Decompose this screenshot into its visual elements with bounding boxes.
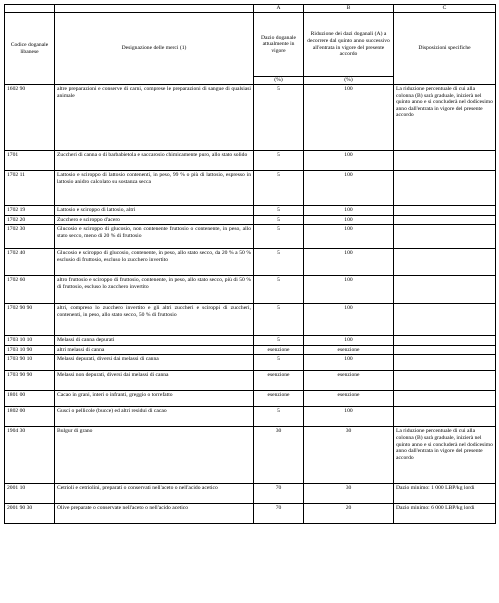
cell-code: 1703 10 10 (5, 336, 55, 346)
table-row (5, 249, 496, 276)
table-row (5, 345, 496, 355)
cell-designation: Melassi di canna depurati (55, 336, 254, 346)
table-row (5, 484, 496, 504)
cell-reduction: 100 (304, 355, 394, 371)
cell-duty: 5 (254, 407, 304, 427)
cell-provisions (394, 171, 496, 206)
cell-reduction: 100 (304, 151, 394, 171)
cell-provisions (394, 276, 496, 304)
cell-designation: Gusci o pellicole (bucce) ed altri residui di cacao (55, 407, 254, 427)
cell-reduction: 100 (304, 85, 394, 151)
cell-reduction: 100 (304, 249, 394, 276)
cell-designation: Cacao in grani, interi o infranti, greggio o torrefatto (55, 391, 254, 407)
cell-reduction: 100 (304, 407, 394, 427)
cell-duty: 5 (254, 304, 304, 336)
cell-designation: Lattosio e sciroppo di lattosio contenenti, in peso, 99 % o più di lattosio, espresso in lattosio anidro calcolato su sostanza secca (55, 171, 254, 206)
cell-designation: Melassi non depurati, diversi dai melassi di canna (55, 371, 254, 391)
cell-provisions: Dazio minimo: 1 000 LBP/kg lordi (394, 484, 496, 504)
cell-reduction: esenzione (304, 345, 394, 355)
column-letter-b: B (304, 5, 394, 13)
cell-duty: 5 (254, 151, 304, 171)
cell-designation: Olive preparate o conservate nell'aceto o nell'acido acetico (55, 504, 254, 524)
cell-provisions: Dazio minimo: 6 000 LBP/kg lordi (394, 504, 496, 524)
cell-duty: 5 (254, 336, 304, 346)
cell-code: 1904 30 (5, 427, 55, 484)
unit-b: (%) (304, 77, 394, 85)
header-duty: Dazio doganale attualmente in vigore (254, 13, 304, 77)
cell-duty: esenzione (254, 391, 304, 407)
cell-code: 1702 30 (5, 225, 55, 249)
cell-designation: altro fruttosio e sciroppo di fruttosio, contenente, in peso, allo stato secco, più di 50 % di fruttosio, escluso lo zucchero invertito (55, 276, 254, 304)
cell-designation: Glucosio e sciroppo di glucosio, contenente, in peso, allo stato secco, da 20 % a 50 % esclusio di fruttosio, escluso lo zucchero invertito (55, 249, 254, 276)
cell-provisions (394, 407, 496, 427)
cell-provisions (394, 391, 496, 407)
cell-code: 1802 00 (5, 407, 55, 427)
cell-code: 1702 90 90 (5, 304, 55, 336)
cell-duty: 5 (254, 85, 304, 151)
cell-code: 2001 90 30 (5, 504, 55, 524)
cell-provisions (394, 249, 496, 276)
cell-provisions (394, 371, 496, 391)
table-row (5, 427, 496, 484)
cell-duty: 5 (254, 355, 304, 371)
cell-code: 1702 60 (5, 276, 55, 304)
cell-provisions (394, 215, 496, 225)
cell-duty: 5 (254, 215, 304, 225)
table-row (5, 504, 496, 524)
cell-designation: Glucosio e sciroppo di glucosio, non contenente fruttosio o contenente, in peso, allo stato secco, meno di 20 % di fruttosio (55, 225, 254, 249)
cell-reduction: 20 (304, 504, 394, 524)
cell-code: 1702 19 (5, 206, 55, 216)
cell-reduction: 100 (304, 206, 394, 216)
unit-a: (%) (254, 77, 304, 85)
cell-duty: 70 (254, 484, 304, 504)
header-code: Codice doganale libanese (5, 13, 55, 85)
cell-code: 1703 90 90 (5, 371, 55, 391)
cell-designation: Lattosio e sciroppo di lattosio, altri (55, 206, 254, 216)
cell-reduction: 100 (304, 215, 394, 225)
table-row (5, 371, 496, 391)
cell-code: 2001 10 (5, 484, 55, 504)
cell-reduction: 30 (304, 427, 394, 484)
cell-duty: 5 (254, 171, 304, 206)
table-row (5, 206, 496, 216)
cell-code: 1702 40 (5, 249, 55, 276)
cell-duty: 5 (254, 249, 304, 276)
header-provisions: Disposizioni specifiche (394, 13, 496, 85)
cell-reduction: 100 (304, 171, 394, 206)
cell-reduction: 100 (304, 276, 394, 304)
table-row (5, 225, 496, 249)
cell-duty: 30 (254, 427, 304, 484)
cell-code: 1703 10 90 (5, 345, 55, 355)
cell-code: 1702 20 (5, 215, 55, 225)
cell-designation: Zucchero e sciroppo d'acero (55, 215, 254, 225)
table-row (5, 85, 496, 151)
cell-duty: 5 (254, 225, 304, 249)
cell-provisions (394, 336, 496, 346)
cell-duty: 5 (254, 276, 304, 304)
cell-reduction: esenzione (304, 371, 394, 391)
table-row (5, 276, 496, 304)
cell-code: 1602 90 (5, 85, 55, 151)
cell-reduction: 30 (304, 484, 394, 504)
cell-reduction: 100 (304, 225, 394, 249)
cell-provisions (394, 206, 496, 216)
cell-provisions (394, 355, 496, 371)
column-letter-c: C (394, 5, 496, 13)
table-row (5, 355, 496, 371)
cell-duty: esenzione (254, 345, 304, 355)
cell-designation: altri melassi di canna (55, 345, 254, 355)
table-row (5, 304, 496, 336)
cell-designation: Bulgur di grano (55, 427, 254, 484)
table-row (5, 151, 496, 171)
table-body (5, 85, 496, 524)
cell-provisions (394, 225, 496, 249)
column-letter (5, 5, 55, 13)
tariff-table (4, 4, 496, 524)
cell-provisions (394, 345, 496, 355)
cell-reduction: 100 (304, 304, 394, 336)
table-row (5, 407, 496, 427)
cell-designation: Melassi depurati, diversi dai melassi di canna (55, 355, 254, 371)
cell-code: 1701 (5, 151, 55, 171)
cell-duty: 70 (254, 504, 304, 524)
column-letter-a: A (254, 5, 304, 13)
header-reduction: Riduzione dei dazi doganali (A) a decorrere dal quinto anno successivo all'entrata in vigore del presente accordo (304, 13, 394, 77)
header-designation: Designazione delle merci (1) (55, 13, 254, 85)
cell-designation: Cetrioli e cetriolini, preparati o conservati nell'aceto o nell'acido acetico (55, 484, 254, 504)
cell-provisions: La riduzione percentuale di cui alla colonna (B) sarà graduale, inizierà nel quinto anno e si concluderà nel dodicesimo anno dall'entrata in vigore del presente accordo (394, 85, 496, 151)
header-row (5, 13, 496, 77)
cell-duty: esenzione (254, 371, 304, 391)
cell-provisions (394, 151, 496, 171)
cell-code: 1703 90 10 (5, 355, 55, 371)
cell-designation: altre preparazioni e conserve di carni, comprese le preparazioni di sangue di qualsiasi animale (55, 85, 254, 151)
cell-reduction: 100 (304, 336, 394, 346)
table-row (5, 391, 496, 407)
table-row (5, 215, 496, 225)
cell-designation: Zuccheri di canna o di barbabietola e saccarosio chimicamente puro, allo stato solido (55, 151, 254, 171)
cell-provisions: La riduzione percentuale di cui alla colonna (B) sarà graduale, inizierà nel quinto anno e si concluderà nel dodicesimo anno dall'entrata in vigore del presente accordo (394, 427, 496, 484)
column-letter-row (5, 5, 496, 13)
cell-designation: altri, compreso lo zucchero invertito e gli altri zuccheri e sciroppi di zuccheri, contenenti, in peso, allo stato secco, 50 % di fruttosio (55, 304, 254, 336)
tariff-table-container (4, 4, 495, 524)
column-letter (55, 5, 254, 13)
cell-code: 1801 00 (5, 391, 55, 407)
cell-code: 1702 11 (5, 171, 55, 206)
cell-duty: 5 (254, 206, 304, 216)
cell-reduction: esenzione (304, 391, 394, 407)
cell-provisions (394, 304, 496, 336)
table-row (5, 171, 496, 206)
table-row (5, 336, 496, 346)
